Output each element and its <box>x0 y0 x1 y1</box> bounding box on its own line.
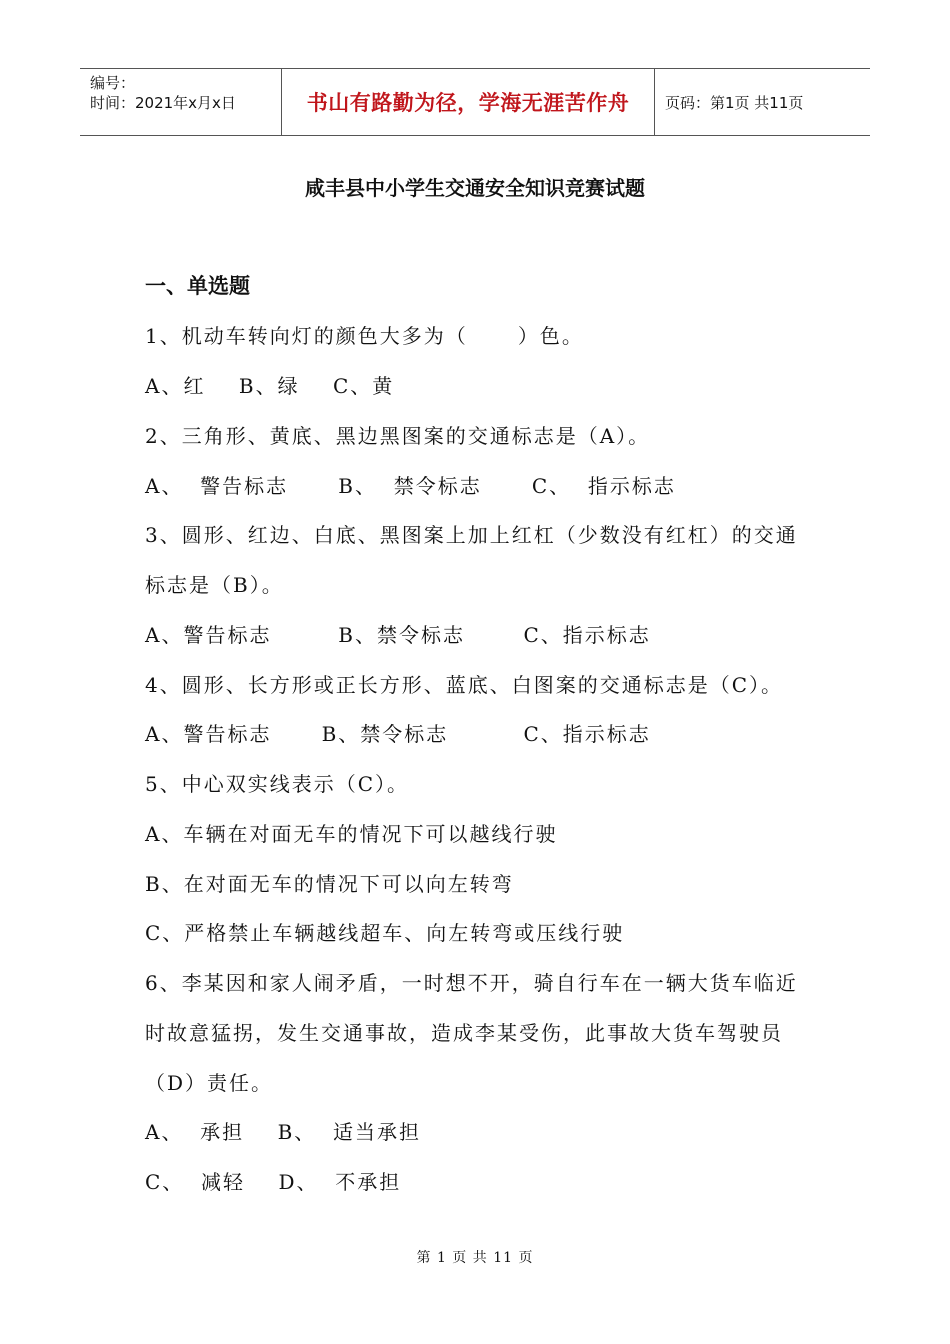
text-line: C、严格禁止车辆越线超车、向左转弯或压线行驶 <box>145 921 625 945</box>
text-line: A、警告标志 B、禁令标志 C、指示标志 <box>145 623 651 647</box>
text-line: A、红 B、绿 C、黄 <box>145 374 395 398</box>
time-label: 时间：2021年x月x日 <box>90 94 236 112</box>
text-line: 5、中心双实线表示（C）。 <box>145 772 410 796</box>
motto-text: 书山有路勤为径，学海无涯苦作舟 <box>306 91 630 115</box>
header-motto-cell <box>282 69 655 135</box>
text-line: A、 警告标志 B、 禁令标志 C、 指示标志 <box>145 474 676 498</box>
header-page-cell <box>655 69 870 135</box>
document-header <box>80 68 870 136</box>
text-line: 3、圆形、红边、白底、黑图案上加上红杠（少数没有红杠）的交通 <box>145 523 798 547</box>
page-footer: 第 1 页 共 11 页 <box>416 1250 534 1266</box>
text-line: 时故意猛拐，发生交通事故，造成李某受伤，此事故大货车驾驶员 <box>145 1021 783 1045</box>
text-line: B、在对面无车的情况下可以向左转弯 <box>145 872 514 896</box>
text-line: 6、李某因和家人闹矛盾，一时想不开，骑自行车在一辆大货车临近 <box>145 971 798 995</box>
text-line: A、警告标志 B、禁令标志 C、指示标志 <box>145 722 651 746</box>
text-line: 1、机动车转向灯的颜色大多为（ ）色。 <box>145 324 584 348</box>
header-meta-cell <box>80 69 282 135</box>
text-line: （D）责任。 <box>145 1071 274 1095</box>
section-heading: 一、单选题 <box>145 274 250 298</box>
document-title: 咸丰县中小学生交通安全知识竞赛试题 <box>305 176 645 200</box>
text-line: 4、圆形、长方形或正长方形、蓝底、白图案的交通标志是（C）。 <box>145 673 784 697</box>
page-info: 页码：第1页 共11页 <box>665 93 804 112</box>
number-label: 编号： <box>90 74 136 92</box>
text-line: C、 减轻 D、 不承担 <box>145 1170 402 1194</box>
text-line: A、 承担 B、 适当承担 <box>145 1120 421 1144</box>
text-line: A、车辆在对面无车的情况下可以越线行驶 <box>145 822 558 846</box>
text-line: 标志是（B）。 <box>145 573 284 597</box>
text-line: 2、三角形、黄底、黑边黑图案的交通标志是（A）。 <box>145 424 651 448</box>
